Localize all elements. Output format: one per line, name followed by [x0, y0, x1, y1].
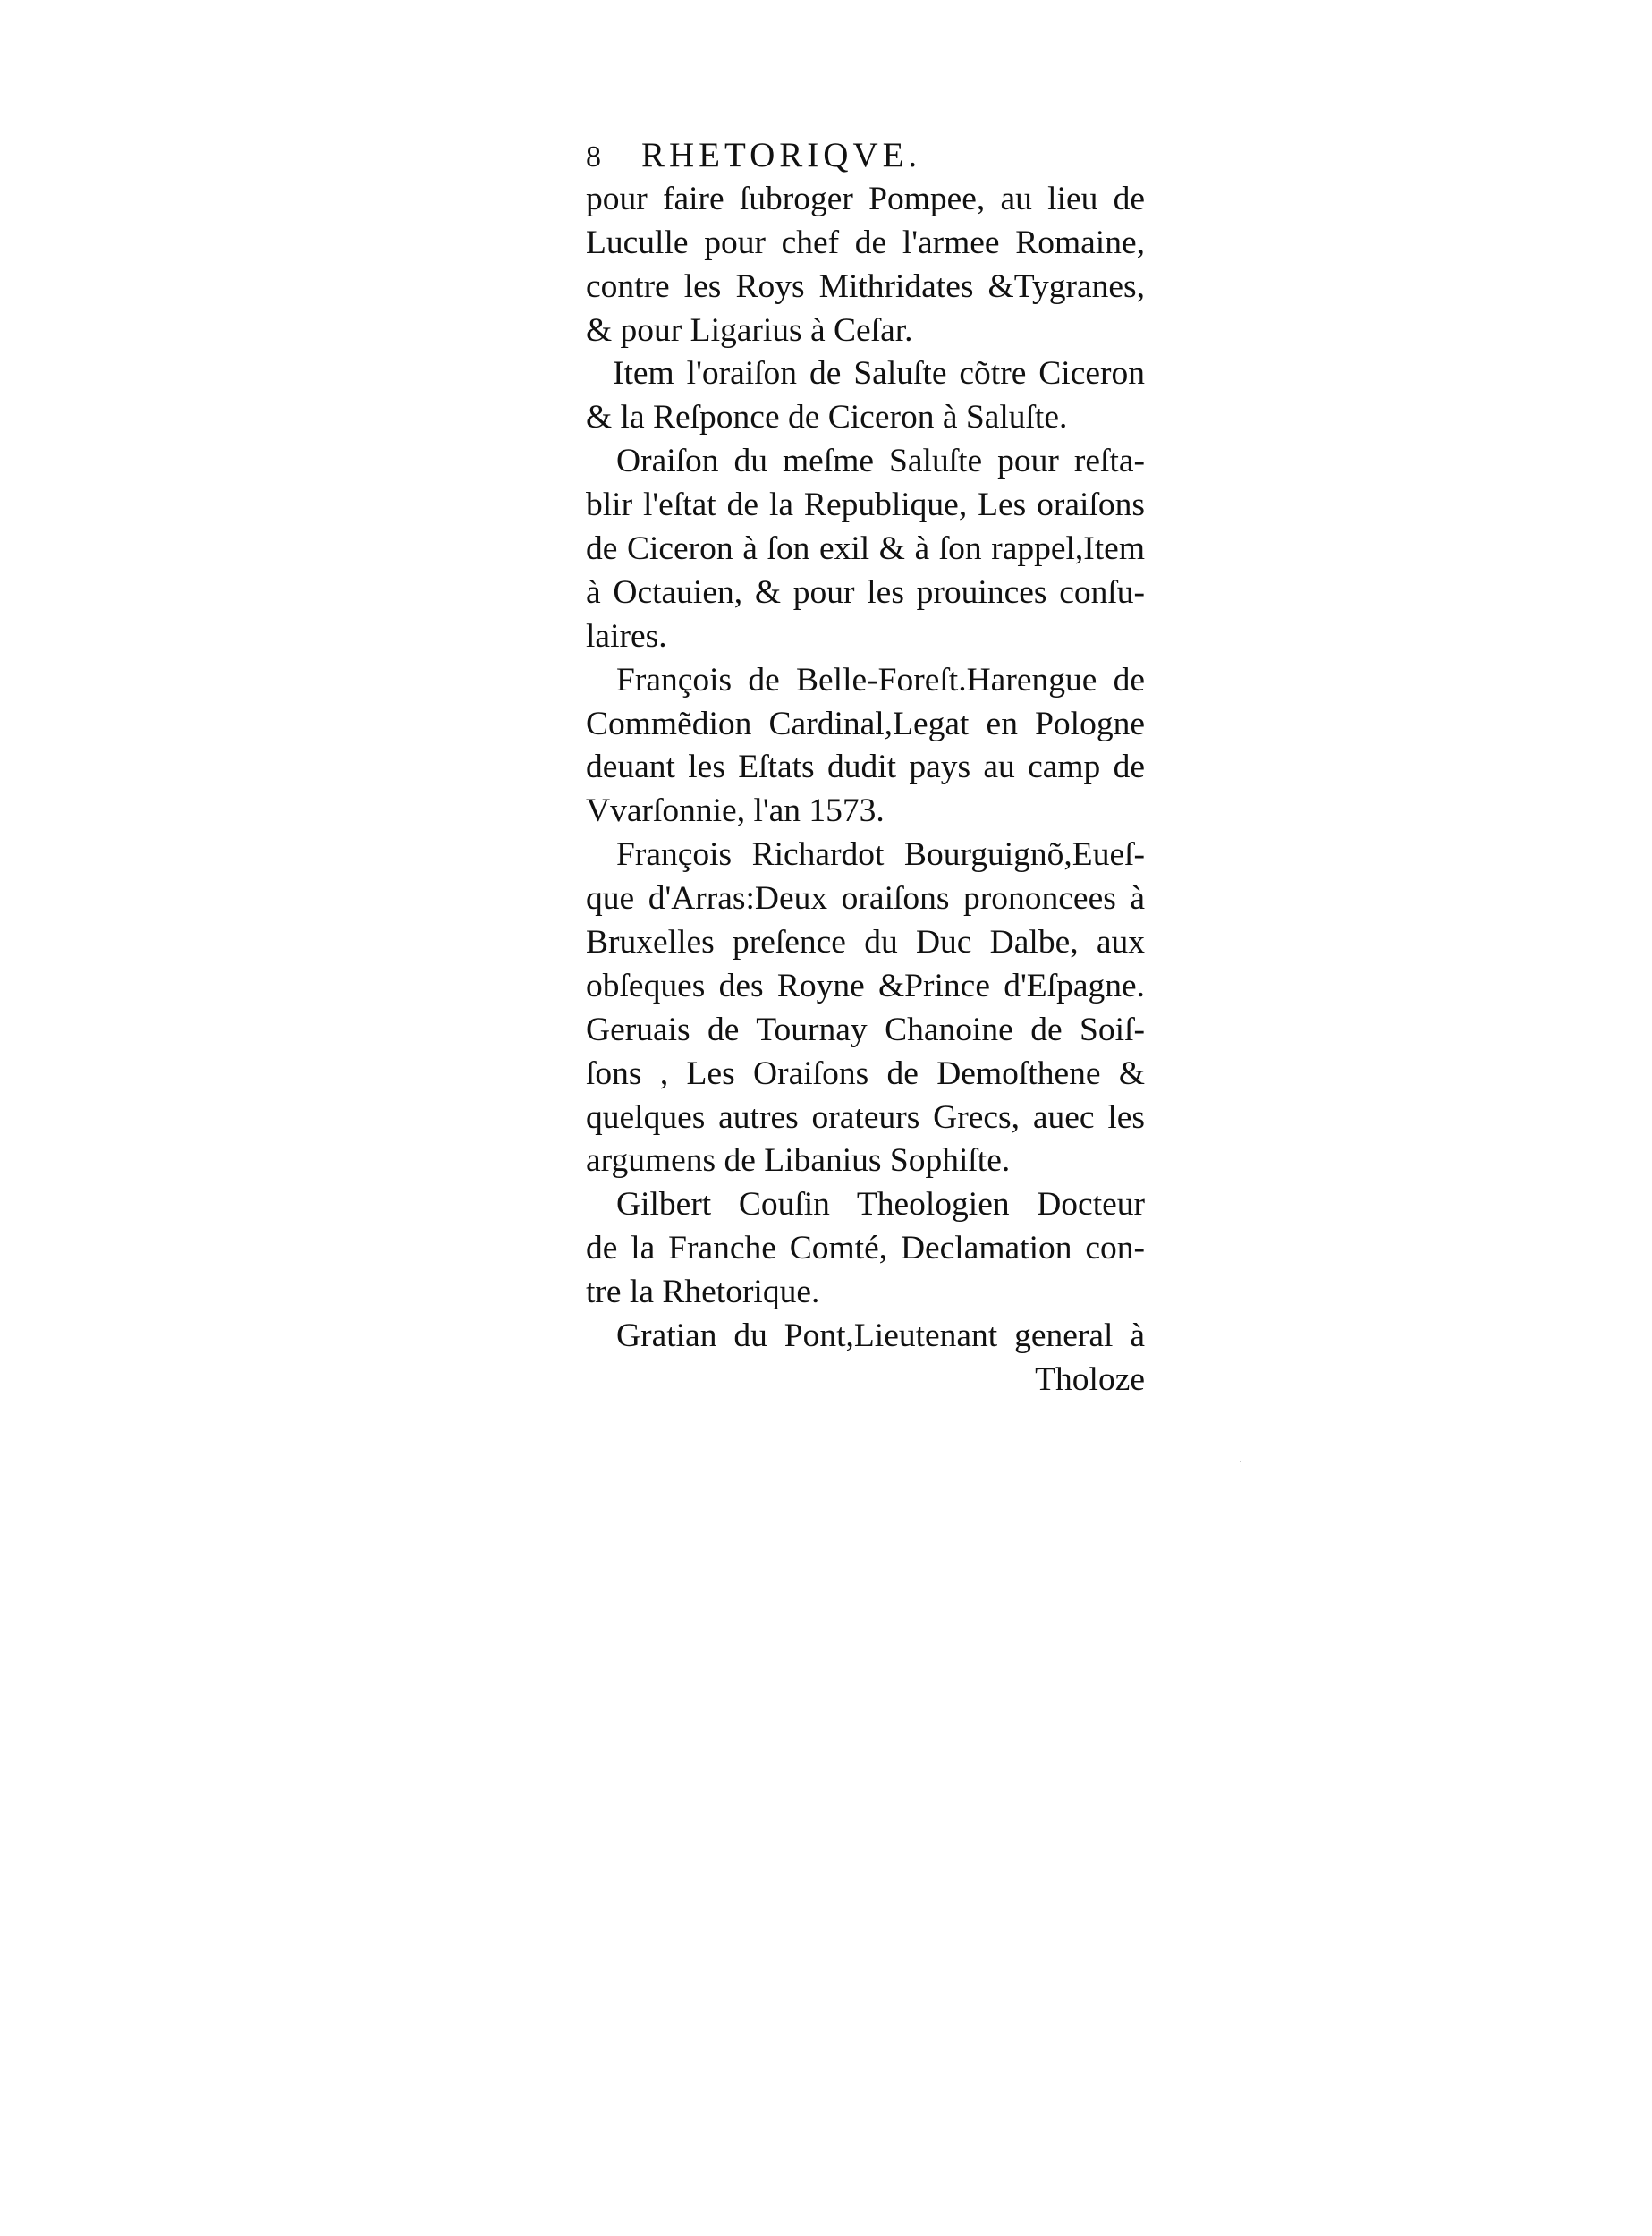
text-line: tre la Rhetorique. — [586, 1274, 820, 1311]
text-line: Oraiſon du meſme Saluſte pour reſta- — [616, 443, 1145, 480]
text-line: François Richardot Bourguignõ,Eueſ- — [616, 836, 1145, 874]
text-line: pour faire ſubroger Pompee, au lieu de — [586, 180, 1145, 217]
text-line: & la Reſponce de Ciceron à Saluſte. — [586, 399, 1068, 436]
text-line: Luculle pour chef de l'armee Romaine, — [586, 224, 1145, 261]
text-block — [586, 134, 1145, 1402]
text-line: quelques autres orateurs Grecs, auec les — [586, 1098, 1145, 1136]
text-line: François de Belle-Foreſt.Harengue de — [616, 661, 1145, 699]
text-line: contre les Roys Mithridates &Tygranes, — [586, 267, 1145, 305]
text-line: de Ciceron à ſon exil & à ſon rappel,Item — [586, 530, 1145, 568]
text-line: laires. — [586, 617, 667, 655]
text-line: ſons , Les Oraiſons de Demoſthene & — [586, 1054, 1145, 1092]
text-line: Vvarſonnie, l'an 1573. — [586, 792, 885, 830]
text-line: argumens de Libanius Sophiſte. — [586, 1142, 1011, 1180]
text-line: de la Franche Comté, Declamation con- — [586, 1230, 1145, 1267]
page-number: 8 — [586, 140, 601, 174]
text-line: Geruais de Tournay Chanoine de Soiſ- — [586, 1011, 1145, 1048]
page-header — [586, 134, 1145, 178]
text-line: Item l'oraiſon de Saluſte cõtre Ciceron — [613, 355, 1145, 393]
catchword: Tholoze — [1035, 1360, 1145, 1398]
text-line: que d'Arras:Deux oraiſons prononcees à — [586, 880, 1145, 918]
running-title: RHETORIQVE. — [641, 136, 922, 174]
text-line: deuant les Eſtats dudit pays au camp de — [586, 749, 1145, 786]
paper-speck — [1240, 1461, 1241, 1462]
text-line: Gratian du Pont,Lieutenant general à — [616, 1317, 1145, 1355]
text-line: blir l'eſtat de la Republique, Les oraiſons — [586, 487, 1145, 524]
text-line: Bruxelles preſence du Duc Dalbe, aux — [586, 924, 1145, 961]
text-line: à Octauien, & pour les prouinces conſu- — [586, 573, 1145, 611]
text-line: & pour Ligarius à Ceſar. — [586, 311, 913, 349]
text-line: Commẽdion Cardinal,Legat en Pologne — [586, 705, 1145, 742]
text-line: obſeques des Royne &Prince d'Eſpagne. — [586, 967, 1145, 1004]
text-line: Gilbert Couſin Theologien Docteur — [616, 1186, 1145, 1224]
